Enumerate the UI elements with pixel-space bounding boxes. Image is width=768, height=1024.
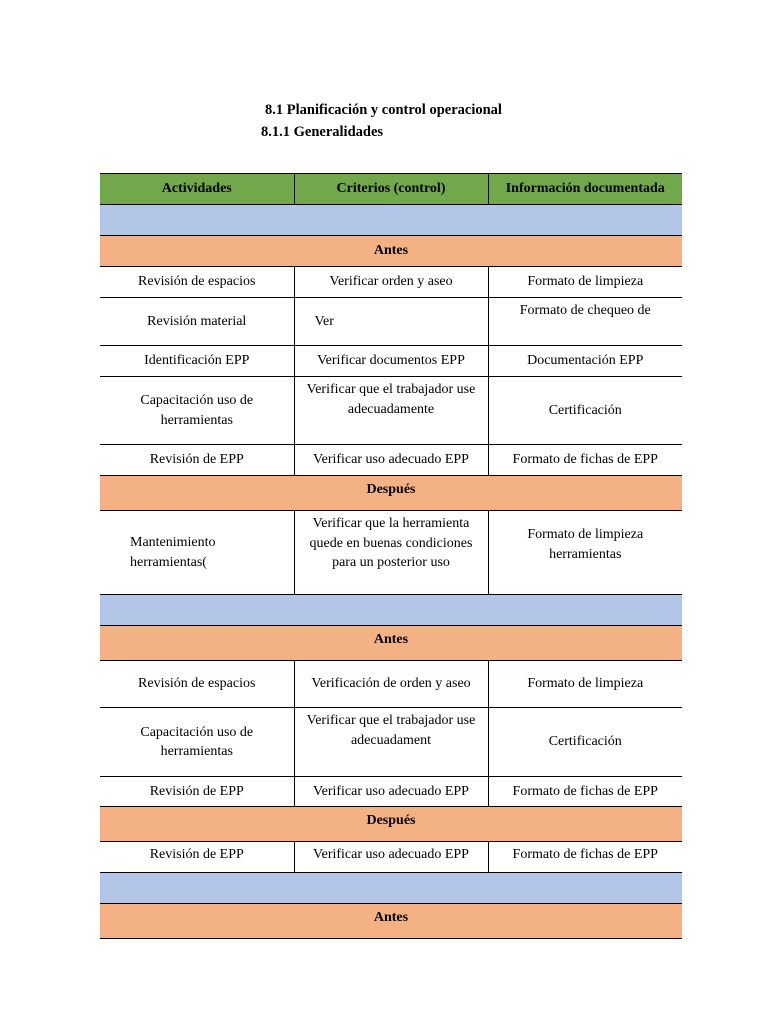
criteria-cell: Verificación de orden y aseo — [294, 661, 488, 708]
table-header-row — [100, 174, 682, 205]
table-row — [100, 511, 682, 595]
column-header-activities: Actividades — [100, 174, 294, 205]
info-cell: Formato de fichas de EPP — [488, 777, 682, 807]
criteria-cell: Verificar uso adecuado EPP — [294, 777, 488, 807]
info-cell: Formato de limpieza — [488, 661, 682, 708]
table-row — [100, 377, 682, 445]
activity-cell: Identificación EPP — [100, 346, 294, 377]
section-band — [100, 873, 682, 904]
table-row — [100, 267, 682, 298]
criteria-cell: Verificar que la herramienta quede en buenas condiciones para un posterior uso — [294, 511, 488, 595]
table-row — [100, 708, 682, 777]
info-cell: Formato de fichas de EPP — [488, 842, 682, 873]
section-heading: 8.1 Planificación y control operacional — [265, 102, 502, 118]
phase-label: Después — [100, 807, 682, 842]
phase-row-before — [100, 236, 682, 267]
column-header-criteria: Criterios (control) — [294, 174, 488, 205]
phase-label: Antes — [100, 904, 682, 939]
subsection-heading: 8.1.1 Generalidades — [261, 124, 384, 140]
phase-label: Antes — [100, 626, 682, 661]
table-row — [100, 842, 682, 873]
phase-row-before — [100, 626, 682, 661]
section-band — [100, 205, 682, 236]
section-band — [100, 595, 682, 626]
phase-label: Después — [100, 476, 682, 511]
phase-row-after — [100, 807, 682, 842]
activity-cell: Revisión de espacios — [100, 661, 294, 708]
criteria-cell: Verificar que el trabajador use adecuadamente — [294, 377, 488, 445]
info-cell: Formato de fichas de EPP — [488, 445, 682, 476]
activity-cell: Revisión material — [100, 298, 294, 346]
table-row — [100, 298, 682, 346]
info-cell: Formato de limpieza herramientas — [488, 511, 682, 595]
criteria-cell: Verificar documentos EPP — [294, 346, 488, 377]
criteria-cell: Verificar uso adecuado EPP — [294, 842, 488, 873]
phase-row-after — [100, 476, 682, 511]
criteria-cell: Verificar que el trabajador use adecuadament — [294, 708, 488, 777]
operational-control-table — [100, 173, 682, 939]
info-cell: Certificación — [488, 708, 682, 777]
activity-cell: Capacitación uso de herramientas — [100, 377, 294, 445]
criteria-cell: Verificar uso adecuado EPP — [294, 445, 488, 476]
activity-cell: Revisión de EPP — [100, 842, 294, 873]
table-row — [100, 777, 682, 807]
phase-row-before — [100, 904, 682, 939]
table-row — [100, 346, 682, 377]
criteria-cell: Ver — [294, 298, 488, 346]
phase-label: Antes — [100, 236, 682, 267]
criteria-cell: Verificar orden y aseo — [294, 267, 488, 298]
info-cell: Formato de chequeo de — [488, 298, 682, 346]
column-header-documented-info: Información documentada — [488, 174, 682, 205]
activity-cell: Capacitación uso de herramientas — [100, 708, 294, 777]
info-cell: Certificación — [488, 377, 682, 445]
activity-cell: Revisión de EPP — [100, 445, 294, 476]
activity-cell: Mantenimiento herramientas( — [100, 511, 294, 595]
table-row — [100, 661, 682, 708]
info-cell: Formato de limpieza — [488, 267, 682, 298]
info-cell: Documentación EPP — [488, 346, 682, 377]
table-row — [100, 445, 682, 476]
activity-cell: Revisión de EPP — [100, 777, 294, 807]
activity-cell: Revisión de espacios — [100, 267, 294, 298]
